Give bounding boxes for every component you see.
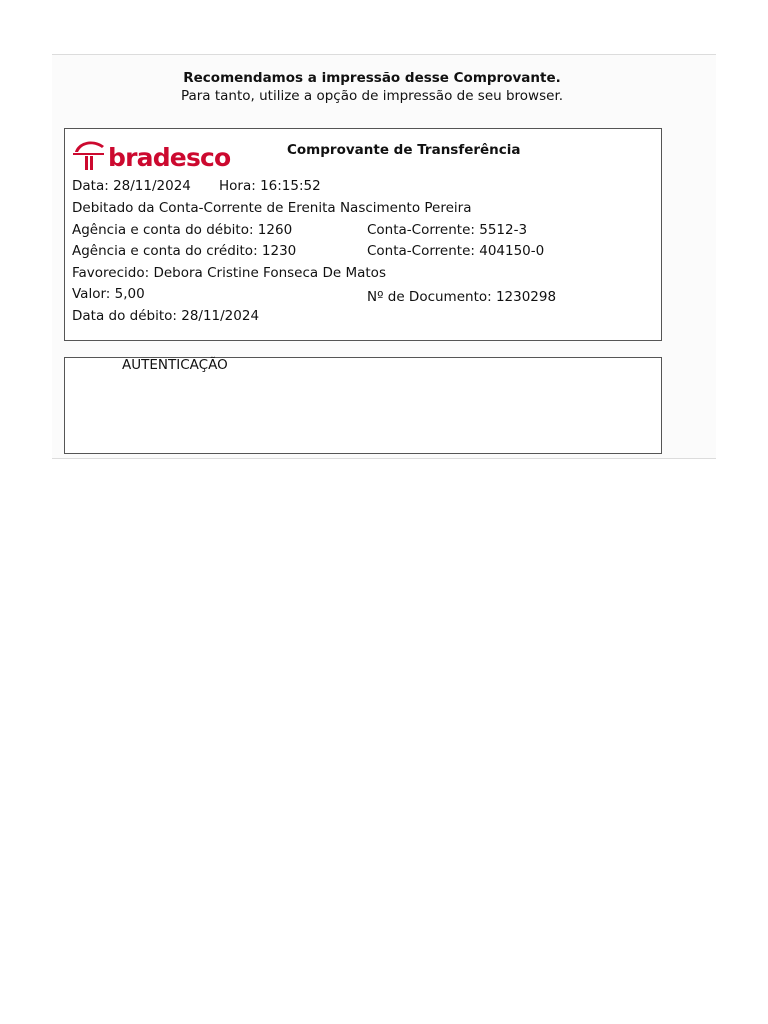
- transfer-date: Data: 28/11/2024: [72, 178, 191, 194]
- bradesco-logo: [72, 137, 231, 175]
- credit-current-account: Conta-Corrente: 404150-0: [367, 243, 545, 259]
- print-recommendation: [52, 69, 692, 105]
- transfer-receipt-box: [64, 128, 662, 341]
- authentication-box: [64, 357, 662, 454]
- receipt-title: Comprovante de Transferência: [287, 142, 521, 158]
- debit-account: Agência e conta do débito: 1260: [72, 222, 293, 238]
- receipt-page: [52, 54, 716, 459]
- bradesco-logo-text: bradesco: [108, 143, 231, 172]
- recommend-line-1: Recomendamos a impressão desse Comprovante.: [183, 70, 561, 86]
- document-number: Nº de Documento: 1230298: [367, 289, 557, 305]
- favored-name: Favorecido: Debora Cristine Fonseca De Matos: [72, 265, 386, 281]
- authentication-label: AUTENTICAÇÃO: [122, 357, 228, 373]
- bradesco-tree-icon: [72, 137, 108, 173]
- debit-date: Data do débito: 28/11/2024: [72, 308, 260, 324]
- debited-from: Debitado da Conta-Corrente de Erenita Nascimento Pereira: [72, 200, 472, 216]
- credit-account: Agência e conta do crédito: 1230: [72, 243, 297, 259]
- transfer-value: Valor: 5,00: [72, 286, 145, 302]
- transfer-time: Hora: 16:15:52: [219, 178, 321, 194]
- recommend-line-2: Para tanto, utilize a opção de impressão de seu browser.: [180, 88, 564, 104]
- debit-current-account: Conta-Corrente: 5512-3: [367, 222, 528, 238]
